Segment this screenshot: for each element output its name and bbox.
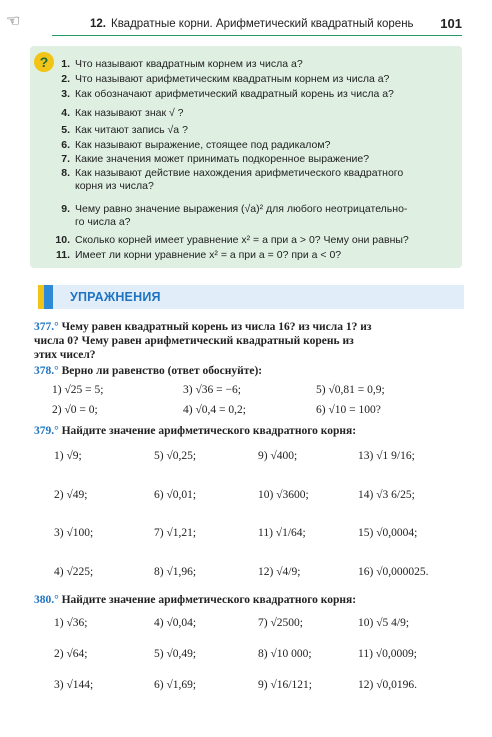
task-item: 8) √10 000; xyxy=(258,648,312,660)
task-item: 6) √0,01; xyxy=(154,489,197,501)
task-item: 7) √2500; xyxy=(258,617,303,629)
task-item: 11) √0,0009; xyxy=(358,648,417,660)
task-item: 13) √1 9/16; xyxy=(358,450,415,462)
question-item: 5. Как читают запись √a ? xyxy=(61,124,188,136)
question-item: 2. Что называют арифметическим квадратным корнем из числа a? xyxy=(61,73,390,85)
question-item: 8. Как называют действие нахождения арифметического квадратного корня из числа? xyxy=(61,167,404,192)
task-text: Чему равен квадратный корень из числа 16? из числа 1? из xyxy=(61,321,372,333)
question-item: 1. Что называют квадратным корнем из числа a? xyxy=(61,58,303,70)
task-item: 2) √49; xyxy=(54,489,88,501)
question-item: 10. Сколько корней имеет уравнение x² = a при a > 0? Чему они равны? xyxy=(55,234,409,246)
task-item: 9) √16/121; xyxy=(258,679,312,691)
task-item: 15) √0,0004; xyxy=(358,527,418,539)
task-item: 6) √1,69; xyxy=(154,679,197,691)
task-item: 5) √0,49; xyxy=(154,648,197,660)
question-mark-icon: ? xyxy=(34,52,54,72)
task-item: 12) √0,0196. xyxy=(358,679,418,691)
task-item: 12) √4/9; xyxy=(258,566,301,578)
task-item: 2) √0 = 0; xyxy=(52,404,98,416)
task-item: 5) √0,81 = 0,9; xyxy=(316,384,385,396)
question-item: 9. Чему равно значение выражения (√a)² для любого неотрицательно- го числа a? xyxy=(61,203,408,228)
task-item: 10) √5 4/9; xyxy=(358,617,410,629)
task-item: 9) √400; xyxy=(258,450,298,462)
task-item: 1) √9; xyxy=(54,450,82,462)
task-number: 380.° xyxy=(34,594,59,606)
exercises-title: УПРАЖНЕНИЯ xyxy=(70,290,161,304)
task-text: числа 0? Чему равен арифметический квадратный корень из xyxy=(34,335,354,347)
task-item: 3) √144; xyxy=(54,679,94,691)
task-item: 2) √64; xyxy=(54,648,88,660)
header-rule xyxy=(52,35,462,36)
question-item: 4. Как называют знак √ ? xyxy=(61,107,184,119)
page-number: 101 xyxy=(440,16,462,31)
question-item: 6. Как называют выражение, стоящее под радикалом? xyxy=(61,139,331,151)
question-item: 11. Имеет ли корни уравнение x² = a при a = 0? при a < 0? xyxy=(55,249,342,261)
task-item: 16) √0,000025. xyxy=(358,566,429,578)
task-item: 4) √225; xyxy=(54,566,94,578)
task-379 xyxy=(34,424,462,438)
task-item: 1) √36; xyxy=(54,617,88,629)
question-item: 3. Как обозначают арифметический квадратный корень из числа a? xyxy=(61,88,394,100)
task-title: Найдите значение арифметического квадратного корня: xyxy=(61,425,357,437)
task-item: 5) √0,25; xyxy=(154,450,197,462)
task-item: 7) √1,21; xyxy=(154,527,197,539)
task-377 xyxy=(34,320,462,362)
task-item: 14) √3 6/25; xyxy=(358,489,415,501)
chapter-title: Квадратные корни. Арифметический квадратный корень xyxy=(111,18,414,30)
pointing-hand-icon: ☜ xyxy=(6,13,21,30)
exercises-accent-blue xyxy=(44,285,53,309)
task-378 xyxy=(34,364,462,378)
task-item: 3) √36 = −6; xyxy=(183,384,241,396)
task-item: 10) √3600; xyxy=(258,489,309,501)
task-380 xyxy=(34,593,462,607)
task-number: 379.° xyxy=(34,425,59,437)
task-title: Найдите значение арифметического квадратного корня: xyxy=(61,594,357,606)
task-item: 6) √10 = 100? xyxy=(316,404,381,416)
question-item: 7. Какие значения может принимать подкоренное выражение? xyxy=(61,153,370,165)
task-item: 3) √100; xyxy=(54,527,94,539)
task-title: Верно ли равенство (ответ обоснуйте): xyxy=(61,365,263,377)
task-item: 4) √0,4 = 0,2; xyxy=(183,404,246,416)
task-item: 8) √1,96; xyxy=(154,566,197,578)
task-number: 378.° xyxy=(34,365,59,377)
task-text: этих чисел? xyxy=(34,349,96,361)
task-item: 1) √25 = 5; xyxy=(52,384,104,396)
task-item: 11) √1/64; xyxy=(258,527,306,539)
task-number: 377.° xyxy=(34,321,59,333)
task-item: 4) √0,04; xyxy=(154,617,197,629)
chapter-number: 12. xyxy=(90,18,106,30)
